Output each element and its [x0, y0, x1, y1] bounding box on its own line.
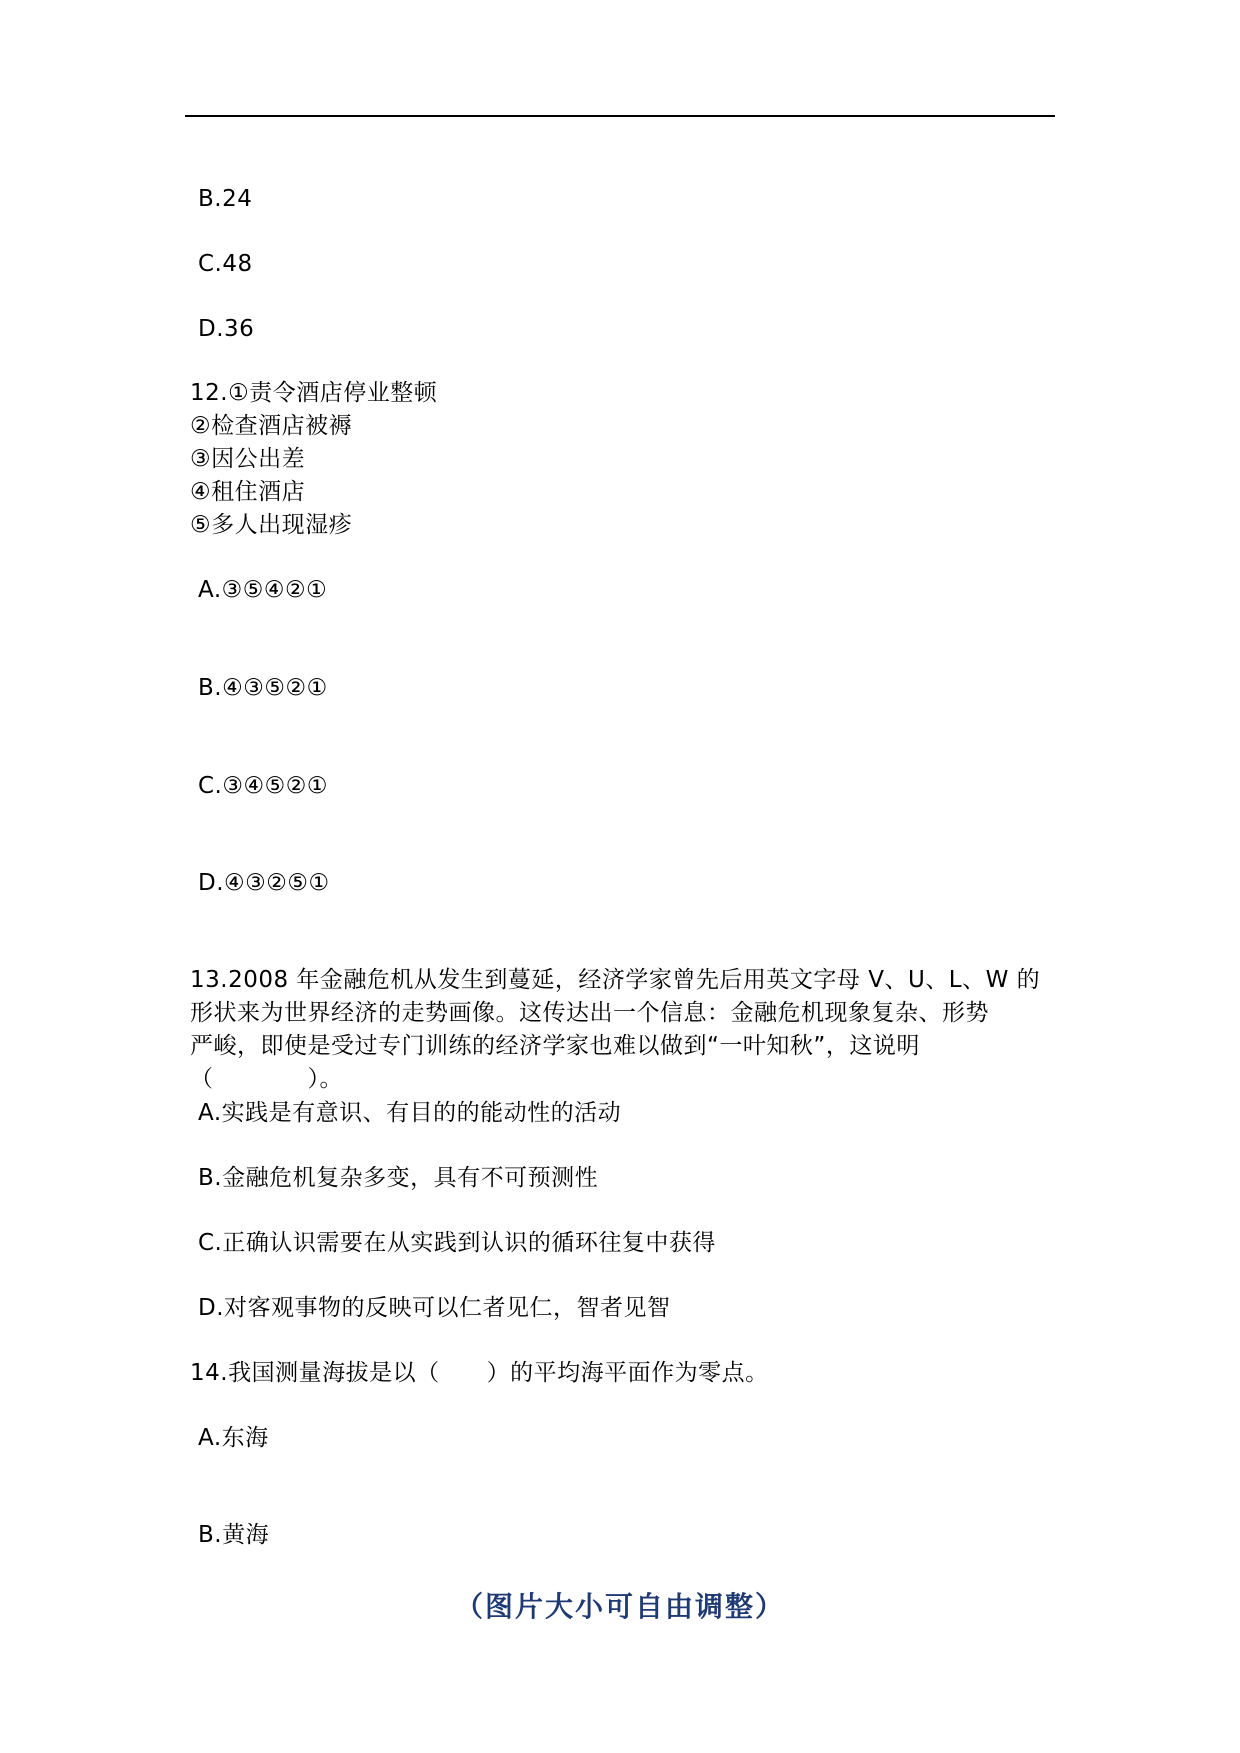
- q11-option-d: D.36: [198, 316, 255, 342]
- q12-option-a: A.③⑤④②①: [198, 577, 328, 603]
- q13-stem-line: 13.2008 年金融危机从发生到蔓延，经济学家曾先后用英文字母 V、U、L、W 的: [190, 967, 1041, 993]
- q12-option-b: B.④③⑤②①: [198, 675, 328, 701]
- q13-option-c: C.正确认识需要在从实践到认识的循环往复中获得: [198, 1230, 716, 1256]
- q12-stem-line: ⑤多人出现湿疹: [190, 512, 353, 538]
- q13-option-a: A.实践是有意识、有目的的能动性的活动: [198, 1100, 622, 1126]
- q14-option-b: B.黄海: [198, 1522, 270, 1548]
- q14-stem: 14.我国测量海拔是以（ ）的平均海平面作为零点。: [190, 1360, 769, 1386]
- q12-option-c: C.③④⑤②①: [198, 773, 328, 799]
- q13-stem-line: 形状来为世界经济的走势画像。这传达出一个信息：金融危机现象复杂、形势: [190, 1000, 989, 1026]
- q12-stem-line: 12.①责令酒店停业整顿: [190, 380, 438, 406]
- q13-option-b: B.金融危机复杂多变，具有不可预测性: [198, 1165, 599, 1191]
- q13-option-d: D.对客观事物的反映可以仁者见仁，智者见智: [198, 1295, 671, 1321]
- q11-option-b: B.24: [198, 186, 253, 212]
- q14-option-a: A.东海: [198, 1425, 269, 1451]
- q12-stem-line: ③因公出差: [190, 446, 306, 472]
- q13-stem-line: （ ）。: [190, 1066, 343, 1092]
- q11-option-c: C.48: [198, 251, 253, 277]
- footer-note: （图片大小可自由调整）: [454, 1590, 785, 1623]
- q13-stem: [190, 964, 1050, 1096]
- q12-option-d: D.④③②⑤①: [198, 870, 330, 896]
- q12-stem-line: ②检查酒店被褥: [190, 413, 353, 439]
- q13-stem-line: 严峻，即使是受过专门训练的经济学家也难以做到“一叶知秋”，这说明: [190, 1033, 920, 1059]
- header-rule: [185, 115, 1055, 117]
- q12-stem-line: ④租住酒店: [190, 479, 306, 505]
